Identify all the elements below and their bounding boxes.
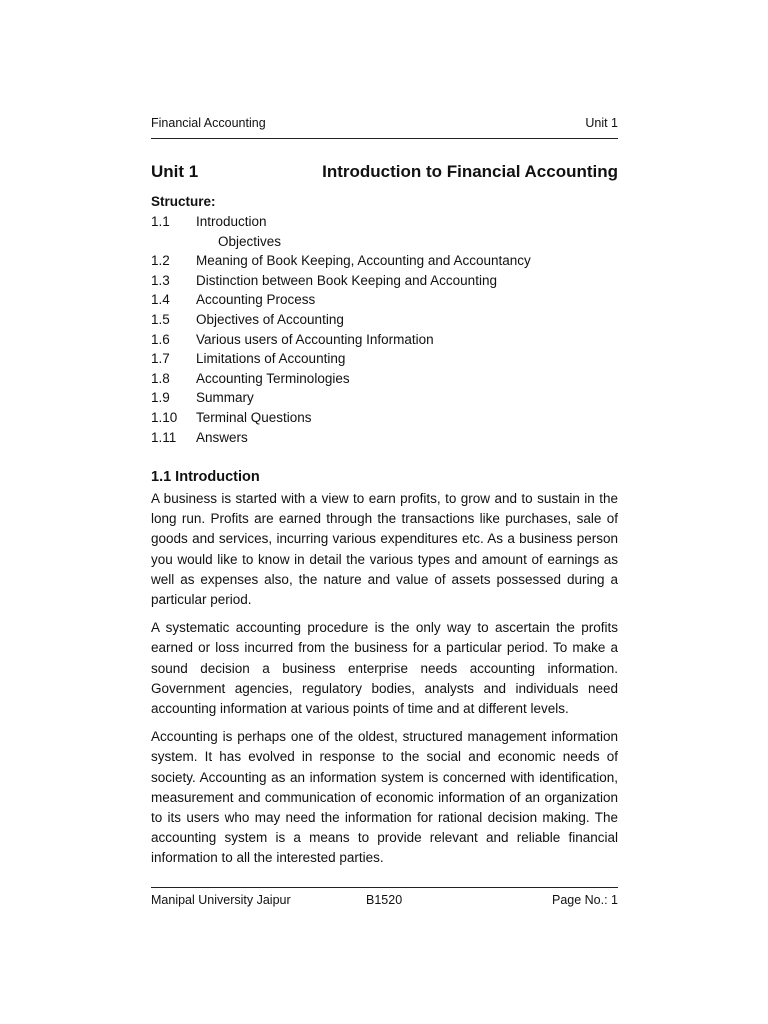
structure-heading: Structure: bbox=[151, 194, 216, 209]
toc-item bbox=[151, 271, 618, 291]
paragraph: A systematic accounting procedure is the only way to ascertain the profits earned or loss incurred from the business for a particular period. To make a sound decision a business enterprise needs accounting information. Government agencies, regulatory bodies, analysts and individuals need accounting information at various points of time and at different levels. bbox=[151, 620, 618, 717]
toc-item bbox=[151, 212, 618, 232]
toc-text: Introduction bbox=[196, 214, 267, 229]
toc-number: 1.1 bbox=[151, 214, 170, 229]
structure-list bbox=[151, 212, 618, 447]
section-heading: 1.1 Introduction bbox=[151, 469, 260, 485]
toc-text: Objectives of Accounting bbox=[196, 311, 344, 327]
footer-course-code: B1520 bbox=[366, 893, 403, 907]
section-body bbox=[151, 489, 618, 877]
header-course-title: Financial Accounting bbox=[151, 116, 266, 130]
footer-institution: Manipal University Jaipur bbox=[151, 893, 291, 907]
toc-number: 1.10 bbox=[151, 409, 178, 425]
toc-item bbox=[151, 232, 618, 252]
toc-item bbox=[151, 290, 618, 310]
paragraph: A business is started with a view to earn profits, to grow and to sustain in the long run. Profits are earned through the transactions like purchases, sale of goods and services, incurring various expenditures etc. As a business person you would like to know in detail the various types and amount of earnings as well as expenses also, the nature and value of assets possessed during a particular period. bbox=[151, 491, 618, 608]
toc-number: 1.8 bbox=[151, 370, 170, 386]
toc-number: 1.4 bbox=[151, 292, 170, 308]
toc-number: 1.3 bbox=[151, 272, 170, 288]
toc-number: 1.5 bbox=[151, 311, 170, 327]
document-page bbox=[151, 0, 618, 1024]
toc-number: 1.11 bbox=[151, 429, 177, 445]
toc-item bbox=[151, 310, 618, 330]
toc-number: 1.7 bbox=[151, 351, 170, 367]
toc-text: Objectives bbox=[218, 233, 282, 249]
toc-number: 1.2 bbox=[151, 253, 170, 269]
unit-label: Unit 1 bbox=[151, 162, 199, 181]
footer-page-number: Page No.: 1 bbox=[551, 893, 618, 907]
toc-item bbox=[151, 330, 618, 350]
toc-number: 1.6 bbox=[151, 331, 170, 347]
paragraph: Accounting is perhaps one of the oldest, structured management information system. It has evolved in response to the social and economic needs of society. Accounting as an information system is concerned with identification, measurement and communication of economic information of an organization to its users who may need the information for rational decision making. The accounting system is a means to provide relevant and reliable financial information to all the interested parties. bbox=[151, 729, 618, 866]
header-unit-label: Unit 1 bbox=[585, 116, 618, 130]
toc-text: Answers bbox=[196, 429, 248, 445]
unit-title: Introduction to Financial Accounting bbox=[322, 162, 618, 181]
toc-text: Limitations of Accounting bbox=[196, 351, 346, 367]
toc-item bbox=[151, 428, 618, 448]
toc-text: Accounting Process bbox=[196, 292, 316, 308]
toc-text: Summary bbox=[196, 390, 254, 406]
toc-text: Terminal Questions bbox=[196, 409, 312, 425]
toc-text: Accounting Terminologies bbox=[196, 370, 350, 386]
toc-item bbox=[151, 251, 618, 271]
toc-text: Distinction between Book Keeping and Accounting bbox=[196, 272, 497, 288]
toc-item bbox=[151, 369, 618, 389]
toc-text: Various users of Accounting Information bbox=[196, 331, 434, 347]
running-footer bbox=[151, 887, 618, 911]
toc-item bbox=[151, 408, 618, 428]
toc-text: Meaning of Book Keeping, Accounting and Accountancy bbox=[196, 253, 531, 269]
toc-item bbox=[151, 388, 618, 408]
toc-number: 1.9 bbox=[151, 390, 170, 406]
toc-item bbox=[151, 349, 618, 369]
running-header bbox=[151, 116, 618, 139]
